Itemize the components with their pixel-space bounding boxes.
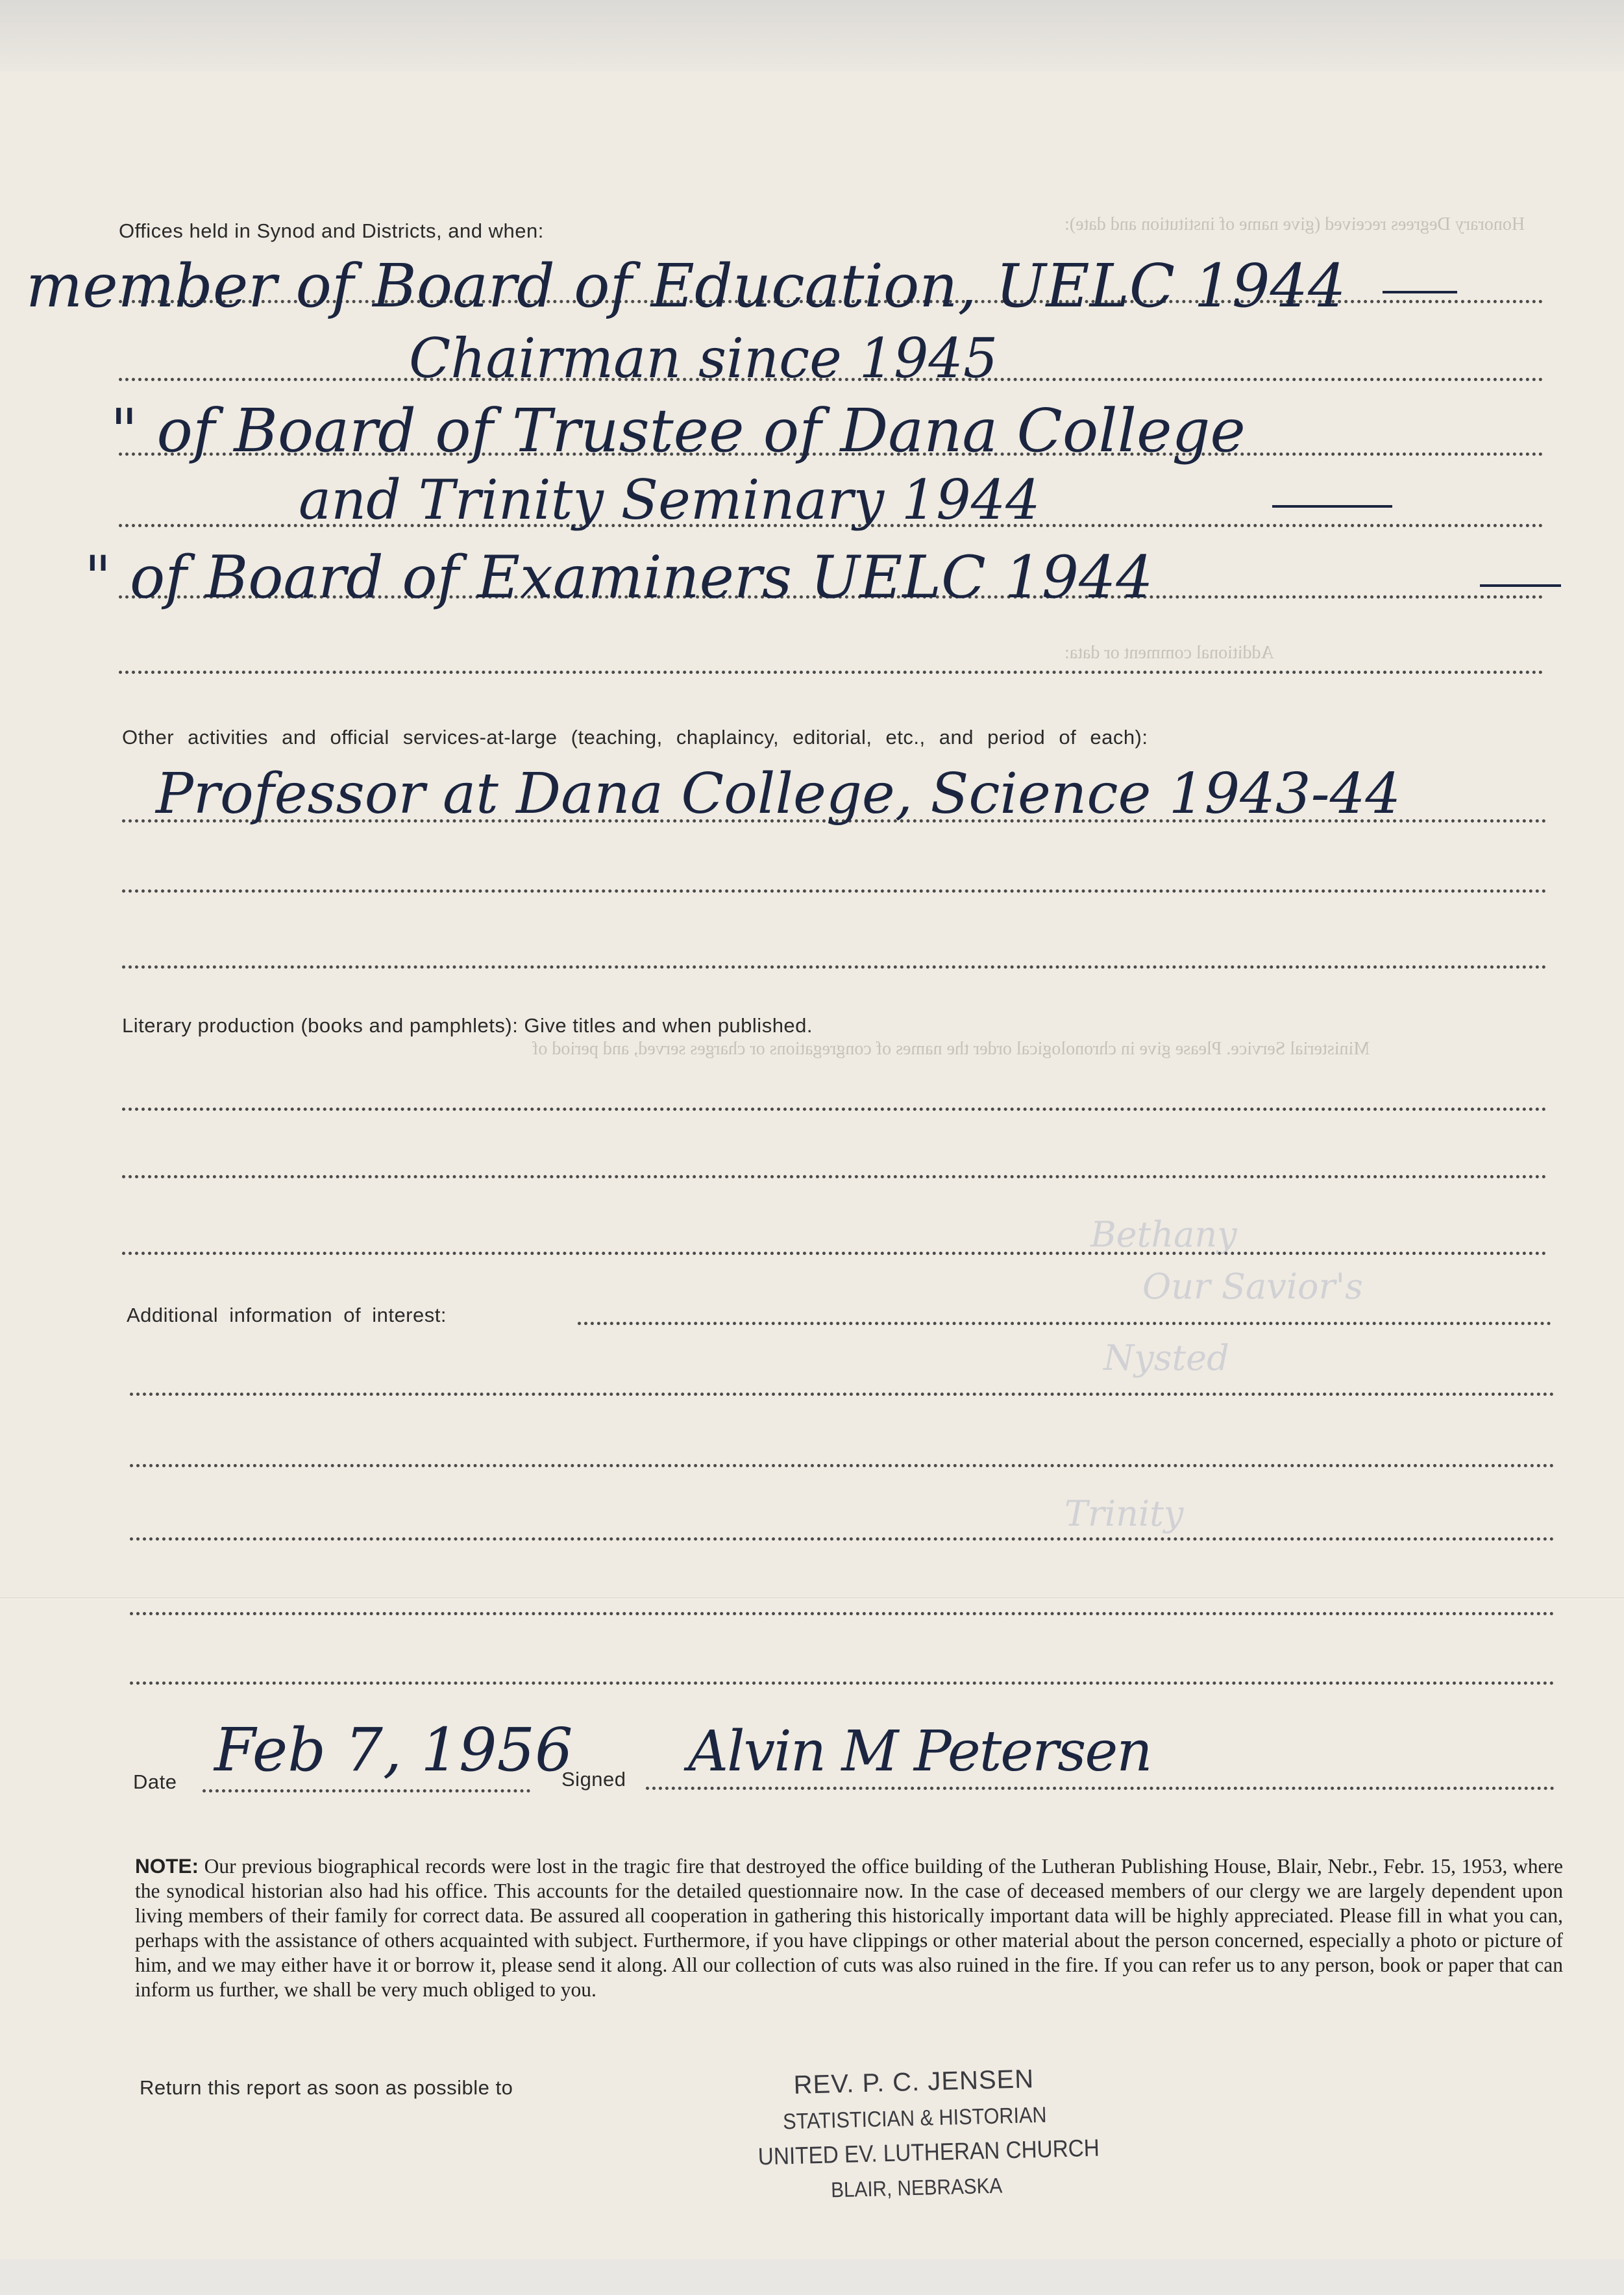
stamp-line: STATISTICIAN & HISTORIAN (782, 2102, 1047, 2135)
fill-line (122, 889, 1547, 893)
fill-line (130, 1537, 1555, 1541)
fill-line (130, 1393, 1555, 1396)
fill-line (122, 965, 1547, 969)
bleed-through-handwriting: Trinity (1064, 1493, 1184, 1534)
fill-line (646, 1787, 1555, 1790)
note-text: Our previous biographical records were lost in the tragic fire that destroyed the office building of the Lutheran Publishing House, Blair, Nebr., Febr. 15, 1953, where the synodical historian also had his office. This accounts for the detailed questionnaire now. In the case of deceased members of our clergy we are largely dependent upon living members of their family for correct data. Be assured all cooperation in gathering this historically important data will be highly appreciated. Please fill in what you can, perhaps with the assistance of others acquainted with subject. Furthermore, if you have clippings or other material about the person concerned, especially a photo or picture of him, and we may either have it or borrow it, please send it along. All our collection of cuts was also ruined in the fire. If you can refer us to any person, book or paper that can inform us further, we shall be very much obliged to you. (135, 1855, 1563, 2001)
fill-line (130, 1681, 1555, 1685)
stamp-line: BLAIR, NEBRASKA (830, 2173, 1003, 2202)
stamp-line: UNITED EV. LUTHERAN CHURCH (757, 2134, 1100, 2170)
handwritten-office-entry: and Trinity Seminary 1944 (299, 468, 1040, 532)
date-label: Date (133, 1770, 177, 1793)
note-paragraph (135, 1854, 1563, 2002)
return-label: Return this report as soon as possible to (140, 2076, 513, 2099)
handwritten-dash (1383, 291, 1457, 293)
fill-line (578, 1322, 1551, 1325)
handwritten-office-entry: " of Board of Examiners UELC 1944 (84, 543, 1153, 612)
note-lead: NOTE: (135, 1854, 199, 1878)
scan-top-edge (0, 0, 1624, 71)
bleed-through-handwriting: Nysted (1103, 1337, 1229, 1378)
bleed-through-handwriting: Our Savior's (1142, 1266, 1363, 1307)
fill-line (122, 1252, 1547, 1255)
rubber-stamp (738, 2063, 1100, 2205)
signature: Alvin M Petersen (688, 1719, 1151, 1784)
additional-label: Additional information of interest: (127, 1304, 447, 1326)
fill-line (122, 1108, 1547, 1111)
handwritten-activity-entry: Professor at Dana College, Science 1943-44 (156, 762, 1401, 826)
fill-line (130, 1612, 1555, 1615)
activities-label: Other activities and official services-at-large (teaching, chaplaincy, editorial, etc., and period of each): (122, 726, 1148, 749)
bleed-through-text: Ministerial Service. Please give in chronological order the names of congregations or charges served, and period of (532, 1039, 1370, 1059)
handwritten-dash (1480, 584, 1561, 587)
fill-line (203, 1789, 530, 1793)
signed-label: Signed (561, 1768, 626, 1791)
paper-fold (0, 1597, 1624, 1600)
bleed-through-text: Additional comment or data: (1064, 643, 1274, 663)
fill-line (122, 1175, 1547, 1178)
fill-line (119, 671, 1544, 674)
offices-label: Offices held in Synod and Districts, and when: (119, 219, 544, 242)
handwritten-office-entry: Chairman since 1945 (409, 327, 998, 390)
scan-bottom-edge (0, 2259, 1624, 2295)
handwritten-date: Feb 7, 1956 (214, 1715, 573, 1785)
literary-label: Literary production (books and pamphlets): Give titles and when published. (122, 1014, 813, 1037)
handwritten-office-entry: " of Board of Trustee of Dana College (110, 396, 1246, 465)
bleed-through-text: Honorary Degrees received (give name of institution and date): (1064, 214, 1525, 234)
handwritten-office-entry: member of Board of Education, UELC 1944 (26, 251, 1346, 321)
handwritten-dash (1272, 505, 1392, 508)
stamp-line: REV. P. C. JENSEN (793, 2065, 1035, 2100)
fill-line (130, 1464, 1555, 1467)
bleed-through-handwriting: Bethany (1090, 1214, 1237, 1255)
